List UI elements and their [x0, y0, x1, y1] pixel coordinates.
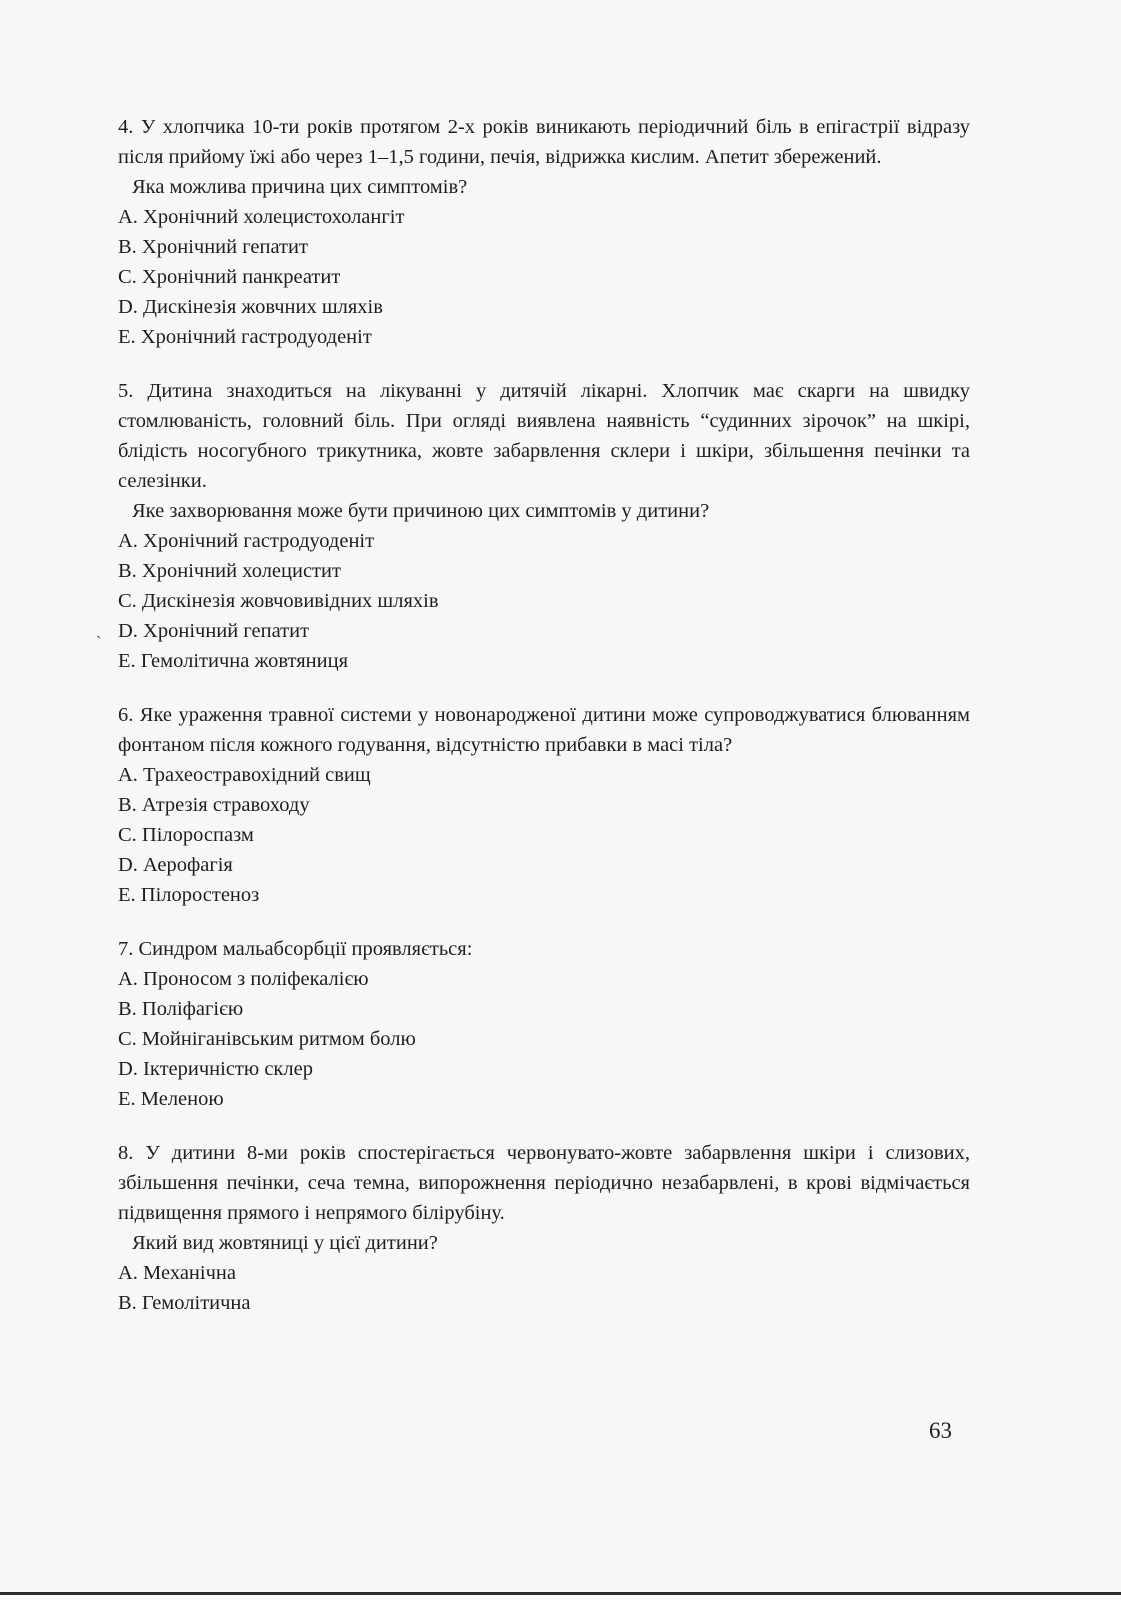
- question-7: [118, 934, 970, 1114]
- question-text: 7. Синдром мальабсорбції проявляється:: [118, 938, 473, 960]
- option-c: C. Хронічний панкреатит: [118, 266, 341, 288]
- option-d: D. Іктеричністю склер: [118, 1058, 313, 1080]
- question-prompt: Яке захворювання може бути причиною цих симптомів у дитини?: [132, 500, 710, 522]
- option-c: C. Мойніганівським ритмом болю: [118, 1028, 416, 1050]
- pencil-tick-mark: ˎ: [96, 622, 102, 639]
- page-number: 63: [929, 1418, 952, 1443]
- options-list: [118, 760, 970, 910]
- option-e: E. Гемолітична жовтяниця: [118, 650, 349, 672]
- options-list: [118, 1258, 970, 1318]
- options-list: [118, 964, 970, 1114]
- page-content: [96, 112, 970, 1341]
- options-list: [96, 526, 970, 676]
- bottom-rule: [0, 1592, 1121, 1595]
- option-a: A. Механічна: [118, 1262, 236, 1284]
- question-text: 4. У хлопчика 10-ти років протягом 2-х років виникають періодичний біль в епігастрії відразу після прийому їжі або через 1–1,5 години, печія, відрижка кислим. Апетит збережений.: [118, 116, 970, 168]
- option-b: B. Гемолітична: [118, 1292, 251, 1314]
- option-c: C. Дискінезія жовчовивідних шляхів: [118, 590, 439, 612]
- option-a: A. Хронічний гастродуоденіт: [118, 530, 375, 552]
- question-prompt: Який вид жовтяниці у цієї дитини?: [132, 1232, 438, 1254]
- question-text: 8. У дитини 8-ми років спостерігається червонувато-жовте забарвлення шкіри і слизових, збільшення печінки, сеча темна, випорожнення періодично незабарвлені, в крові відмічається підвищення прямого і непрямого білірубіну.: [118, 1142, 970, 1224]
- option-b: B. Поліфагією: [118, 998, 244, 1020]
- option-e: E. Пілоростеноз: [118, 884, 260, 906]
- option-e: E. Хронічний гастродуоденіт: [118, 326, 372, 348]
- option-a: A. Проносом з поліфекалією: [118, 968, 369, 990]
- question-4: [118, 112, 970, 352]
- option-e: E. Меленою: [118, 1088, 224, 1110]
- option-a: A. Трахеостравохідний свищ: [118, 764, 371, 786]
- option-d: D. Аерофагія: [118, 854, 233, 876]
- option-b: B. Хронічний гепатит: [118, 236, 308, 258]
- question-prompt: Яка можлива причина цих симптомів?: [132, 176, 468, 198]
- option-c: C. Пілороспазм: [118, 824, 254, 846]
- option-b: B. Атрезія стравоходу: [118, 794, 310, 816]
- question-6: [118, 700, 970, 910]
- option-b: B. Хронічний холецистит: [118, 560, 341, 582]
- question-8: [118, 1138, 970, 1318]
- question-5: [96, 376, 970, 676]
- option-a: A. Хронічний холецистохолангіт: [118, 206, 405, 228]
- question-text: 6. Яке ураження травної системи у новонародженої дитини може супроводжуватися блюванням фонтаном після кожного годування, відсутністю прибавки в масі тіла?: [118, 704, 970, 756]
- option-label: D. Хронічний гепатит: [118, 620, 310, 642]
- option-d: [96, 616, 970, 646]
- question-text: 5. Дитина знаходиться на лікуванні у дитячій лікарні. Хлопчик має скарги на швидку стомлюваність, головний біль. При огляді виявлена наявність “судинних зірочок” на шкірі, блідість носогубного трикутника, жовте забарвлення склери і шкіри, збільшення печінки та селезінки.: [118, 380, 970, 492]
- options-list: [118, 202, 970, 352]
- option-d: D. Дискінезія жовчних шляхів: [118, 296, 383, 318]
